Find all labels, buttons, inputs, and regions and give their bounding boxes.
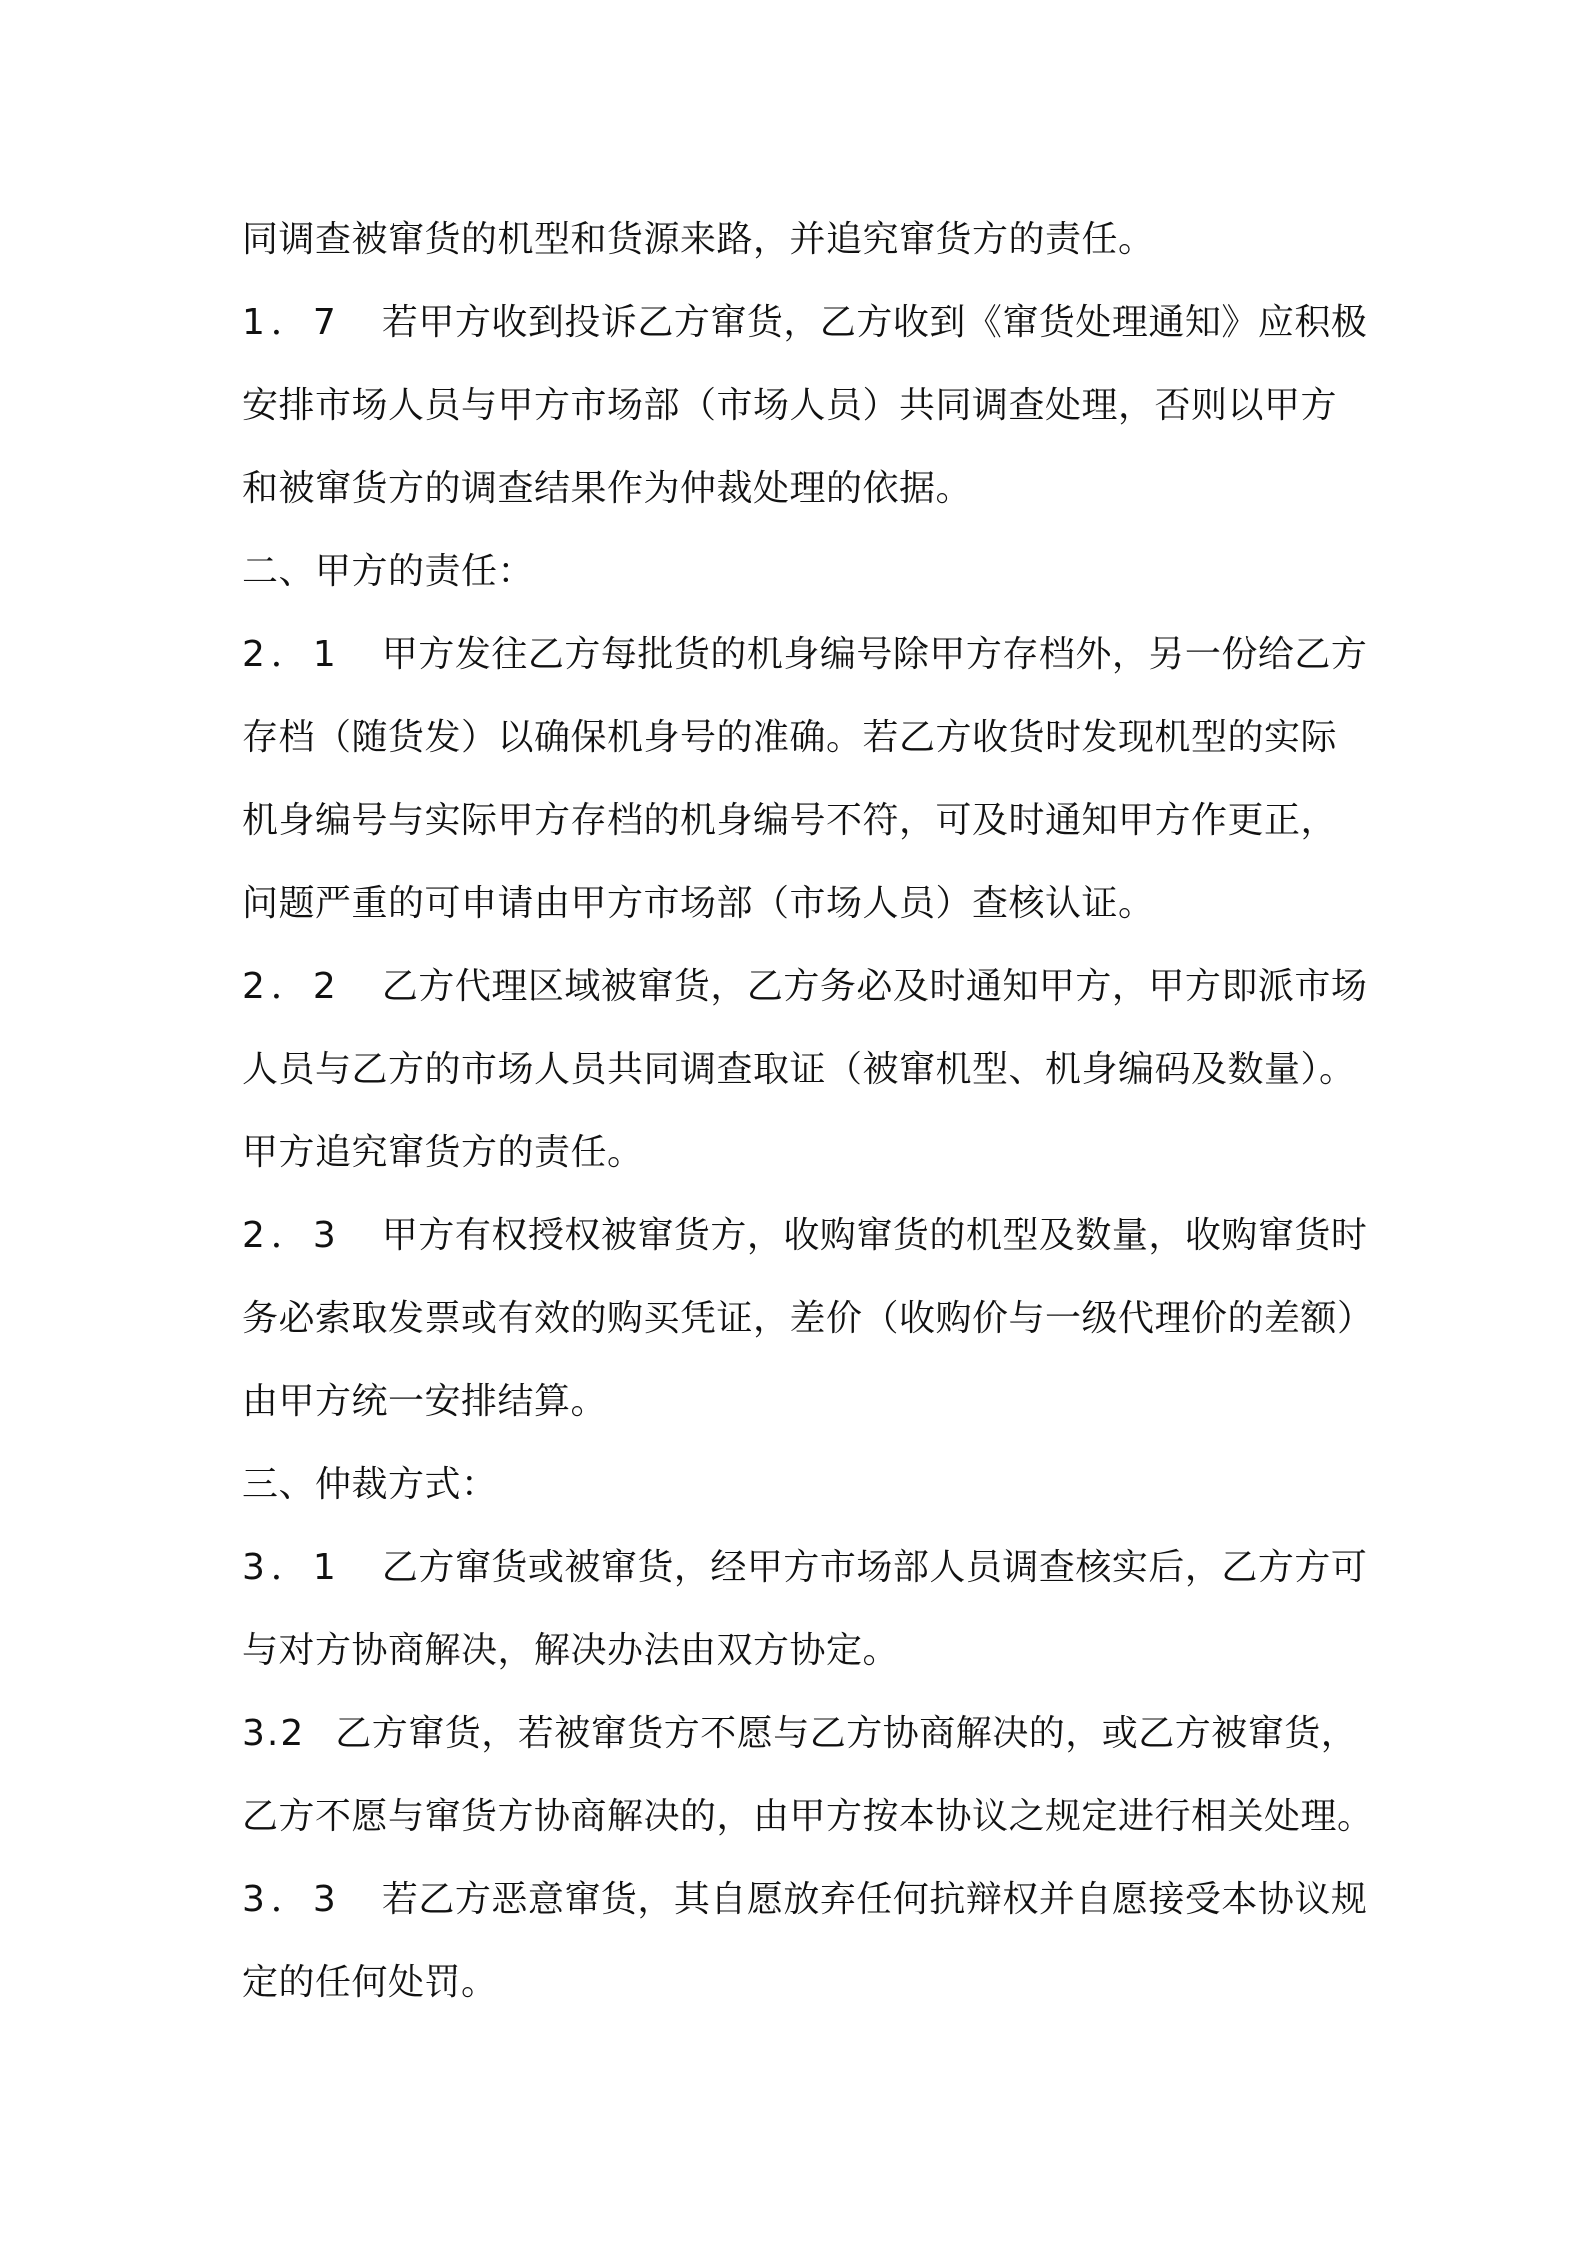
text-line-11 [242, 1028, 1362, 1111]
line-text: 人员与乙方的市场人员共同调查取证（被窜机型、机身编码及数量）。 [242, 1049, 1356, 1090]
line-text: 与对方协商解决，解决办法由双方协定。 [242, 1630, 900, 1671]
text-line-7 [242, 696, 1362, 779]
clause-number: 2．3 [242, 1215, 342, 1256]
line-text: 同调查被窜货的机型和货源来路，并追究窜货方的责任。 [242, 219, 1155, 260]
clause-3-3 [242, 1858, 1368, 1941]
text-line-3 [242, 364, 1362, 447]
line-text: 乙方窜货或被窜货，经甲方市场部人员调查核实后，乙方方可 [381, 1547, 1368, 1588]
line-text: 问题严重的可申请由甲方市场部（市场人员）查核认证。 [242, 883, 1155, 924]
line-text: 甲方有权授权被窜货方，收购窜货的机型及数量，收购窜货时 [381, 1215, 1368, 1256]
line-text: 由甲方统一安排结算。 [242, 1381, 608, 1422]
line-text: 定的任何处罚。 [242, 1962, 498, 2003]
clause-2-2 [242, 945, 1368, 1028]
clause-number: 2．1 [242, 634, 342, 675]
line-text: 甲方发往乙方每批货的机身编号除甲方存档外，另一份给乙方 [381, 634, 1368, 675]
line-text: 和被窜货方的调查结果作为仲裁处理的依据。 [242, 468, 973, 509]
clause-number: 1．7 [242, 302, 342, 343]
clause-2-1 [242, 613, 1368, 696]
heading-text: 三、仲裁方式： [242, 1464, 498, 1505]
line-text: 务必索取发票或有效的购买凭证，差价（收购价与一级代理价的差额） [242, 1298, 1374, 1339]
line-text: 机身编号与实际甲方存档的机身编号不符，可及时通知甲方作更正， [242, 800, 1338, 841]
text-line-9 [242, 862, 1362, 945]
text-line-4 [242, 447, 1362, 530]
clause-1-7 [242, 281, 1368, 364]
clause-number: 3.2 [242, 1713, 306, 1754]
text-line-14 [242, 1277, 1374, 1360]
line-text: 乙方代理区域被窜货，乙方务必及时通知甲方，甲方即派市场 [381, 966, 1368, 1007]
clause-2-3 [242, 1194, 1368, 1277]
line-text: 安排市场人员与甲方市场部（市场人员）共同调查处理，否则以甲方 [242, 385, 1338, 426]
clause-3-1 [242, 1526, 1368, 1609]
section-heading-3 [242, 1443, 1362, 1526]
text-line-20 [242, 1775, 1374, 1858]
section-heading-2 [242, 530, 1362, 613]
clause-number: 2．2 [242, 966, 342, 1007]
text-line-1 [242, 198, 1362, 281]
heading-text: 二、甲方的责任： [242, 551, 535, 592]
text-line-12 [242, 1111, 1362, 1194]
line-text: 若乙方恶意窜货，其自愿放弃任何抗辩权并自愿接受本协议规 [381, 1879, 1368, 1920]
clause-number: 3．3 [242, 1879, 342, 1920]
clause-number: 3．1 [242, 1547, 342, 1588]
text-line-15 [242, 1360, 1362, 1443]
clause-3-2 [242, 1692, 1362, 1775]
line-text: 甲方追究窜货方的责任。 [242, 1132, 644, 1173]
document-body [242, 198, 1374, 2024]
line-text: 乙方不愿与窜货方协商解决的，由甲方按本协议之规定进行相关处理。 [242, 1796, 1374, 1837]
text-line-18 [242, 1609, 1362, 1692]
line-text: 乙方窜货，若被窜货方不愿与乙方协商解决的，或乙方被窜货， [335, 1713, 1358, 1754]
text-line-8 [242, 779, 1362, 862]
line-text: 若甲方收到投诉乙方窜货，乙方收到《窜货处理通知》应积极 [381, 302, 1368, 343]
line-text: 存档（随货发）以确保机身号的准确。若乙方收货时发现机型的实际 [242, 717, 1338, 758]
text-line-22 [242, 1941, 1362, 2024]
